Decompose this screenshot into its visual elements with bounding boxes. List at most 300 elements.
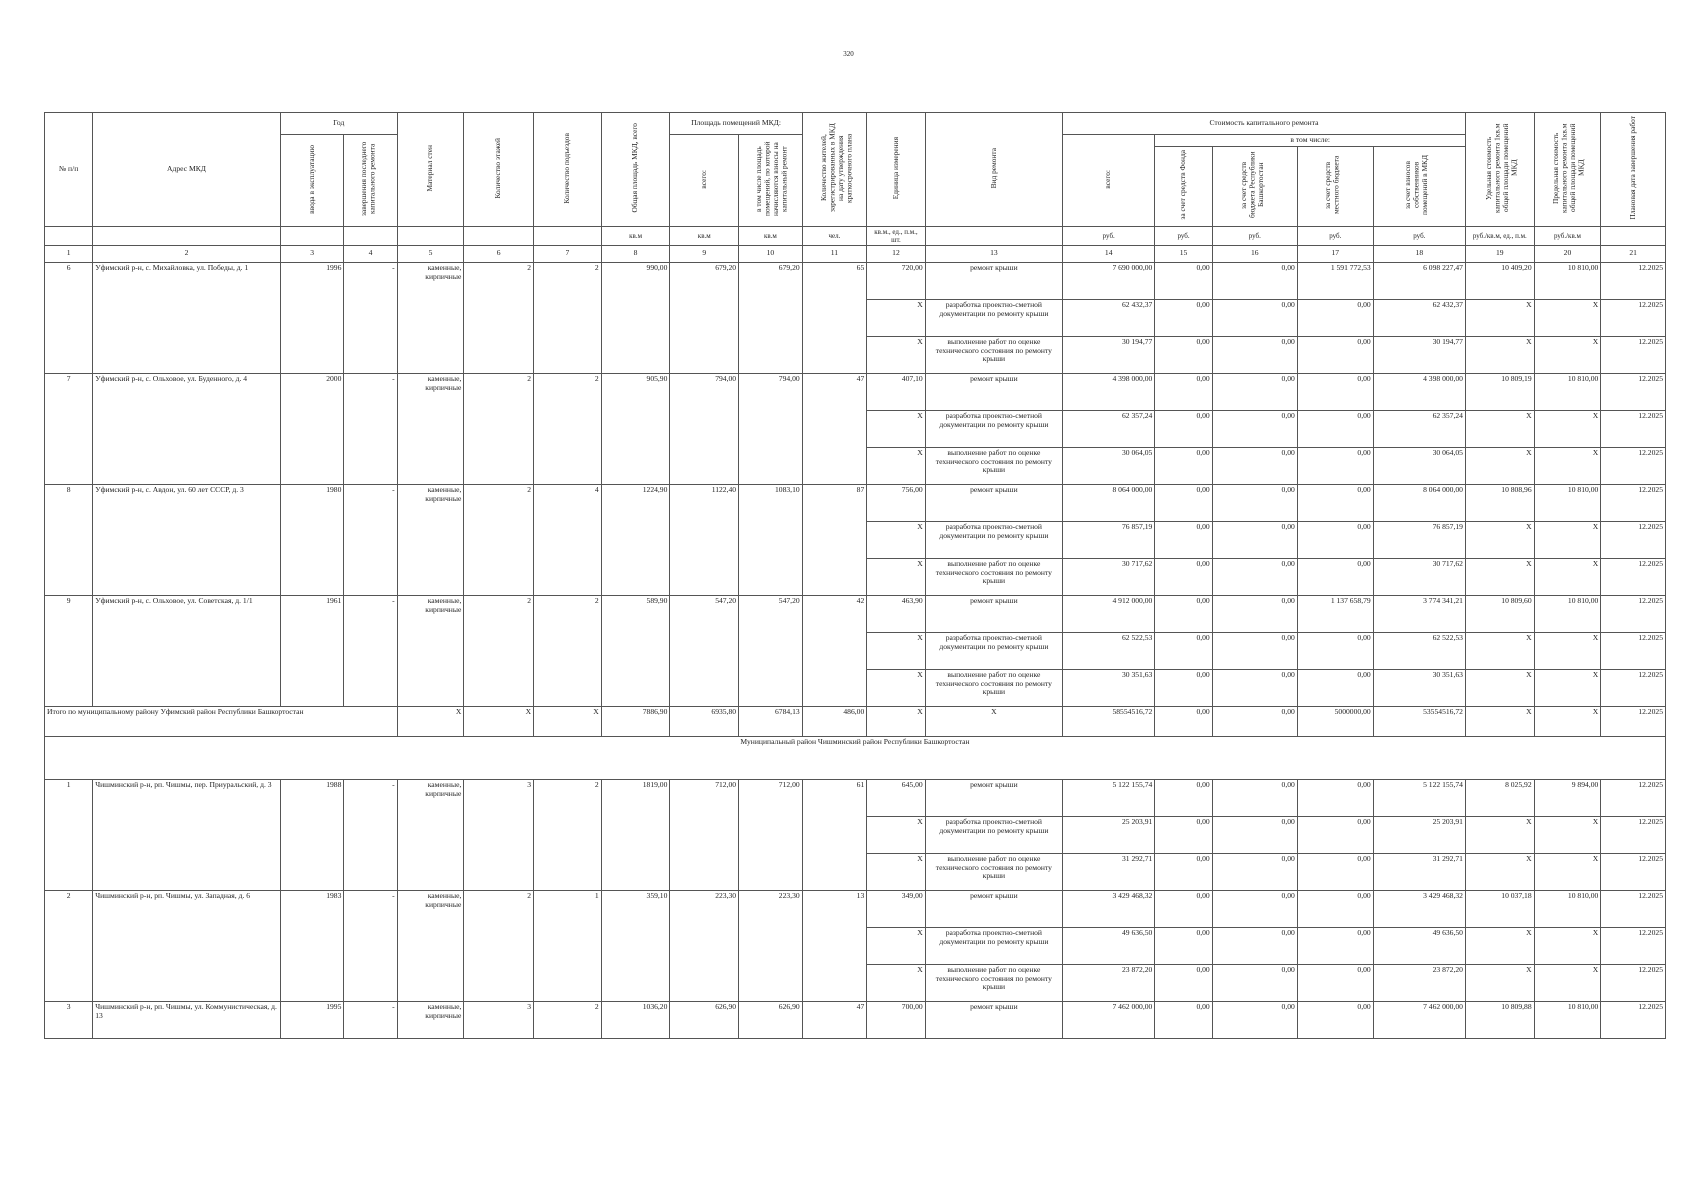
plan-date: 12.2025 [1601, 1001, 1666, 1038]
cost-budget: 0,00 [1212, 521, 1297, 558]
unit-max-cost: руб./кв.м [1534, 226, 1601, 245]
cost-total: 7 462 000,00 [1063, 1001, 1155, 1038]
total-owners: 53554516,72 [1373, 706, 1465, 736]
cost-local: 1 137 658,79 [1297, 595, 1373, 632]
cost-fund: 0,00 [1155, 521, 1212, 558]
floors-count: 2 [464, 595, 534, 706]
cost-total: 5 122 155,74 [1063, 779, 1155, 816]
total-premises-incl: 6784,13 [739, 706, 803, 736]
cost-budget: 0,00 [1212, 373, 1297, 410]
work-type: выполнение работ по оценке технического состояния по ремонту крыши [925, 447, 1062, 484]
hdr-measure-unit: Единица измерения [867, 113, 925, 227]
cost-total: 3 429 468,32 [1063, 890, 1155, 927]
hdr-entrances: Количество подъездов [534, 113, 602, 227]
cost-fund: 0,00 [1155, 336, 1212, 373]
work-type: разработка проектно-сметной документации по ремонту крыши [925, 816, 1062, 853]
max-cost: X [1534, 669, 1601, 706]
cost-total: 49 636,50 [1063, 927, 1155, 964]
measure-value: X [867, 558, 925, 595]
cost-fund: 0,00 [1155, 410, 1212, 447]
year-commission: 1988 [280, 779, 344, 890]
max-cost: 10 810,00 [1534, 1001, 1601, 1038]
total-local: 5000000,00 [1297, 706, 1373, 736]
total-material: X [397, 706, 464, 736]
table-row [45, 484, 1666, 521]
cost-local: 0,00 [1297, 447, 1373, 484]
hdr-year-last: завершения последнего капитального ремонта [344, 135, 397, 227]
building-address: Уфимский р-н, с. Ольховое, ул. Советская, д. 1/1 [93, 595, 281, 706]
residents-count: 47 [802, 1001, 867, 1038]
unit-cost: X [1465, 447, 1534, 484]
building-address: Чишминский р-н, рп. Чишмы, ул. Западная, д. 6 [93, 890, 281, 1001]
cost-local: 1 591 772,53 [1297, 262, 1373, 299]
hdr-premises-total: всего: [670, 135, 739, 227]
total-row [45, 706, 1666, 736]
work-type: разработка проектно-сметной документации по ремонту крыши [925, 927, 1062, 964]
cost-budget: 0,00 [1212, 964, 1297, 1001]
column-number: 8 [601, 245, 670, 262]
total-max: X [1534, 706, 1601, 736]
premises-area-incl: 712,00 [739, 779, 803, 890]
cost-owners: 6 098 227,47 [1373, 262, 1465, 299]
wall-material: каменные, кирпичные [397, 262, 464, 373]
work-type: разработка проектно-сметной документации по ремонту крыши [925, 632, 1062, 669]
building-address: Уфимский р-н, с. Михайловка, ул. Победы, д. 1 [93, 262, 281, 373]
hdr-cost-total: всего: [1063, 135, 1155, 227]
cost-budget: 0,00 [1212, 669, 1297, 706]
floors-count: 2 [464, 890, 534, 1001]
unit-cost: 10 809,88 [1465, 1001, 1534, 1038]
cost-budget: 0,00 [1212, 595, 1297, 632]
cost-local: 0,00 [1297, 484, 1373, 521]
cost-owners: 30 194,77 [1373, 336, 1465, 373]
unit-cost-budget: руб. [1212, 226, 1297, 245]
total-area: 7886,90 [601, 706, 670, 736]
max-cost: 10 810,00 [1534, 484, 1601, 521]
cost-owners: 5 122 155,74 [1373, 779, 1465, 816]
cost-owners: 49 636,50 [1373, 927, 1465, 964]
unit-cost-fund: руб. [1155, 226, 1212, 245]
unit-cost-local: руб. [1297, 226, 1373, 245]
cost-owners: 76 857,19 [1373, 521, 1465, 558]
cost-budget: 0,00 [1212, 779, 1297, 816]
floors-count: 2 [464, 484, 534, 595]
total-area: 359,10 [601, 890, 670, 1001]
max-cost: X [1534, 964, 1601, 1001]
work-type: выполнение работ по оценке технического состояния по ремонту крыши [925, 669, 1062, 706]
unit-cost: X [1465, 299, 1534, 336]
cost-fund: 0,00 [1155, 890, 1212, 927]
cost-local: 0,00 [1297, 816, 1373, 853]
hdr-year: Год [280, 113, 397, 135]
row-number: 6 [45, 262, 93, 373]
column-number: 16 [1212, 245, 1297, 262]
total-fund: 0,00 [1155, 706, 1212, 736]
entrances-count: 4 [534, 484, 602, 595]
table-body [45, 262, 1666, 1038]
table-row [45, 373, 1666, 410]
max-cost: X [1534, 558, 1601, 595]
year-commission: 2000 [280, 373, 344, 484]
measure-value: 756,00 [867, 484, 925, 521]
measure-value: 720,00 [867, 262, 925, 299]
entrances-count: 2 [534, 1001, 602, 1038]
cost-total: 4 912 000,00 [1063, 595, 1155, 632]
entrances-count: 2 [534, 373, 602, 484]
measure-value: X [867, 816, 925, 853]
hdr-max-cost: Предельная стоимость капитального ремонта 1кв.м общей площади помещений МКД [1534, 113, 1601, 227]
measure-value: X [867, 853, 925, 890]
year-last-repair: - [344, 1001, 397, 1038]
wall-material: каменные, кирпичные [397, 1001, 464, 1038]
cost-total: 62 357,24 [1063, 410, 1155, 447]
unit-cost: X [1465, 336, 1534, 373]
work-type: выполнение работ по оценке технического состояния по ремонту крыши [925, 853, 1062, 890]
column-number: 14 [1063, 245, 1155, 262]
plan-date: 12.2025 [1601, 410, 1666, 447]
row-number: 7 [45, 373, 93, 484]
cost-budget: 0,00 [1212, 853, 1297, 890]
column-number: 7 [534, 245, 602, 262]
building-address: Уфимский р-н, с. Авдон, ул. 60 лет СССР, д. 3 [93, 484, 281, 595]
cost-total: 62 522,53 [1063, 632, 1155, 669]
plan-date: 12.2025 [1601, 816, 1666, 853]
cost-fund: 0,00 [1155, 1001, 1212, 1038]
column-number: 9 [670, 245, 739, 262]
premises-area-incl: 223,30 [739, 890, 803, 1001]
cost-local: 0,00 [1297, 1001, 1373, 1038]
cost-local: 0,00 [1297, 927, 1373, 964]
column-number: 17 [1297, 245, 1373, 262]
plan-date: 12.2025 [1601, 595, 1666, 632]
cost-fund: 0,00 [1155, 299, 1212, 336]
plan-date: 12.2025 [1601, 927, 1666, 964]
premises-area-incl: 547,20 [739, 595, 803, 706]
hdr-cost: Стоимость капитального ремонта [1063, 113, 1466, 135]
cost-owners: 4 398 000,00 [1373, 373, 1465, 410]
cost-budget: 0,00 [1212, 632, 1297, 669]
plan-date: 12.2025 [1601, 853, 1666, 890]
measure-value: X [867, 632, 925, 669]
total-entrances: X [534, 706, 602, 736]
cost-total: 30 194,77 [1063, 336, 1155, 373]
measure-value: X [867, 299, 925, 336]
cost-fund: 0,00 [1155, 816, 1212, 853]
plan-date: 12.2025 [1601, 669, 1666, 706]
max-cost: X [1534, 299, 1601, 336]
wall-material: каменные, кирпичные [397, 890, 464, 1001]
unit-cost: X [1465, 816, 1534, 853]
column-number: 10 [739, 245, 803, 262]
measure-value: X [867, 447, 925, 484]
cost-budget: 0,00 [1212, 558, 1297, 595]
max-cost: X [1534, 410, 1601, 447]
row-number: 1 [45, 779, 93, 890]
total-budget: 0,00 [1212, 706, 1297, 736]
cost-budget: 0,00 [1212, 927, 1297, 964]
total-work-type: X [925, 706, 1062, 736]
hdr-plan-date: Плановая дата завершения работ [1601, 113, 1666, 227]
residents-count: 65 [802, 262, 867, 373]
unit-measure: кв.м., ед., п.м., шт. [867, 226, 925, 245]
column-number: 19 [1465, 245, 1534, 262]
premises-area-incl: 794,00 [739, 373, 803, 484]
premises-area: 223,30 [670, 890, 739, 1001]
cost-fund: 0,00 [1155, 853, 1212, 890]
unit-cost: 10 409,20 [1465, 262, 1534, 299]
hdr-work-type: Вид ремонта [925, 113, 1062, 227]
measure-value: X [867, 669, 925, 706]
plan-date: 12.2025 [1601, 447, 1666, 484]
premises-area: 1122,40 [670, 484, 739, 595]
year-last-repair: - [344, 779, 397, 890]
measure-value: 349,00 [867, 890, 925, 927]
premises-area-incl: 679,20 [739, 262, 803, 373]
max-cost: X [1534, 853, 1601, 890]
plan-date: 12.2025 [1601, 262, 1666, 299]
column-number: 2 [93, 245, 281, 262]
entrances-count: 2 [534, 779, 602, 890]
column-number: 1 [45, 245, 93, 262]
cost-owners: 30 717,62 [1373, 558, 1465, 595]
unit-cost: 8 025,92 [1465, 779, 1534, 816]
work-type: выполнение работ по оценке технического состояния по ремонту крыши [925, 558, 1062, 595]
unit-cost: X [1465, 410, 1534, 447]
measure-value: 645,00 [867, 779, 925, 816]
table-row [45, 1001, 1666, 1038]
hdr-material: Материал стен [397, 113, 464, 227]
unit-cost: X [1465, 521, 1534, 558]
year-last-repair: - [344, 595, 397, 706]
cost-local: 0,00 [1297, 521, 1373, 558]
residents-count: 61 [802, 779, 867, 890]
cost-owners: 62 522,53 [1373, 632, 1465, 669]
floors-count: 3 [464, 779, 534, 890]
cost-budget: 0,00 [1212, 484, 1297, 521]
year-last-repair: - [344, 890, 397, 1001]
max-cost: 10 810,00 [1534, 595, 1601, 632]
cost-total: 30 717,62 [1063, 558, 1155, 595]
cost-total: 76 857,19 [1063, 521, 1155, 558]
column-number: 4 [344, 245, 397, 262]
cost-fund: 0,00 [1155, 558, 1212, 595]
max-cost: X [1534, 927, 1601, 964]
total-area: 1819,00 [601, 779, 670, 890]
unit-total-area: кв.м [601, 226, 670, 245]
premises-area: 712,00 [670, 779, 739, 890]
column-number: 11 [802, 245, 867, 262]
cost-owners: 30 351,63 [1373, 669, 1465, 706]
measure-value: X [867, 521, 925, 558]
cost-local: 0,00 [1297, 299, 1373, 336]
premises-area: 626,90 [670, 1001, 739, 1038]
section-title: Муниципальный район Чишминский район Республики Башкортостан [45, 736, 1666, 779]
premises-area: 794,00 [670, 373, 739, 484]
total-label: Итого по муниципальному району Уфимский район Республики Башкортостан [45, 706, 398, 736]
max-cost: 10 810,00 [1534, 373, 1601, 410]
column-number: 15 [1155, 245, 1212, 262]
max-cost: 9 894,00 [1534, 779, 1601, 816]
residents-count: 13 [802, 890, 867, 1001]
cost-owners: 31 292,71 [1373, 853, 1465, 890]
work-type: ремонт крыши [925, 595, 1062, 632]
column-number: 3 [280, 245, 344, 262]
cost-budget: 0,00 [1212, 299, 1297, 336]
cost-fund: 0,00 [1155, 447, 1212, 484]
row-number: 9 [45, 595, 93, 706]
total-premises: 6935,80 [670, 706, 739, 736]
cost-owners: 62 432,37 [1373, 299, 1465, 336]
table-row [45, 779, 1666, 816]
max-cost: X [1534, 632, 1601, 669]
max-cost: 10 810,00 [1534, 262, 1601, 299]
work-type: ремонт крыши [925, 484, 1062, 521]
section-heading-row [45, 736, 1666, 779]
cost-fund: 0,00 [1155, 964, 1212, 1001]
measure-value: X [867, 964, 925, 1001]
capital-repair-table [44, 112, 1666, 1039]
cost-local: 0,00 [1297, 373, 1373, 410]
cost-owners: 25 203,91 [1373, 816, 1465, 853]
measure-value: 700,00 [867, 1001, 925, 1038]
total-area: 905,90 [601, 373, 670, 484]
work-type: разработка проектно-сметной документации по ремонту крыши [925, 521, 1062, 558]
max-cost: X [1534, 816, 1601, 853]
work-type: ремонт крыши [925, 373, 1062, 410]
premises-area-incl: 626,90 [739, 1001, 803, 1038]
wall-material: каменные, кирпичные [397, 373, 464, 484]
hdr-unit-cost: Удельная стоимость капитального ремонта 1кв.м общей площади помещений МКД [1465, 113, 1534, 227]
work-type: ремонт крыши [925, 1001, 1062, 1038]
year-commission: 1995 [280, 1001, 344, 1038]
column-numbers-row [45, 245, 1666, 262]
cost-budget: 0,00 [1212, 410, 1297, 447]
cost-total: 62 432,37 [1063, 299, 1155, 336]
unit-cost: X [1465, 853, 1534, 890]
total-residents: 486,00 [802, 706, 867, 736]
cost-fund: 0,00 [1155, 262, 1212, 299]
hdr-cost-local: за счет средств местного бюджета [1297, 146, 1373, 226]
hdr-cost-budget: за счет средств бюджета Республики Башкортостан [1212, 146, 1297, 226]
cost-budget: 0,00 [1212, 816, 1297, 853]
row-number: 2 [45, 890, 93, 1001]
cost-budget: 0,00 [1212, 336, 1297, 373]
unit-premises: кв.м [670, 226, 739, 245]
total-area: 1224,90 [601, 484, 670, 595]
plan-date: 12.2025 [1601, 632, 1666, 669]
unit-cost: 10 809,60 [1465, 595, 1534, 632]
cost-fund: 0,00 [1155, 779, 1212, 816]
wall-material: каменные, кирпичные [397, 595, 464, 706]
unit-cost: X [1465, 927, 1534, 964]
cost-fund: 0,00 [1155, 669, 1212, 706]
unit-cost: X [1465, 669, 1534, 706]
table-row [45, 890, 1666, 927]
residents-count: 42 [802, 595, 867, 706]
year-commission: 1996 [280, 262, 344, 373]
unit-residents: чел. [802, 226, 867, 245]
row-number: 8 [45, 484, 93, 595]
year-last-repair: - [344, 262, 397, 373]
plan-date: 12.2025 [1601, 521, 1666, 558]
premises-area-incl: 1083,10 [739, 484, 803, 595]
wall-material: каменные, кирпичные [397, 484, 464, 595]
cost-budget: 0,00 [1212, 890, 1297, 927]
work-type: выполнение работ по оценке технического состояния по ремонту крыши [925, 964, 1062, 1001]
row-number: 3 [45, 1001, 93, 1038]
cost-total: 4 398 000,00 [1063, 373, 1155, 410]
cost-total: 7 690 000,00 [1063, 262, 1155, 299]
work-type: ремонт крыши [925, 262, 1062, 299]
cost-fund: 0,00 [1155, 632, 1212, 669]
plan-date: 12.2025 [1601, 890, 1666, 927]
plan-date: 12.2025 [1601, 779, 1666, 816]
floors-count: 3 [464, 1001, 534, 1038]
total-cost: 58554516,72 [1063, 706, 1155, 736]
work-type: ремонт крыши [925, 890, 1062, 927]
total-date: 12.2025 [1601, 706, 1666, 736]
cost-owners: 3 774 341,21 [1373, 595, 1465, 632]
total-area: 990,00 [601, 262, 670, 373]
entrances-count: 1 [534, 890, 602, 1001]
building-address: Чишминский р-н, рп. Чишмы, ул. Коммунистическая, д. 13 [93, 1001, 281, 1038]
plan-date: 12.2025 [1601, 558, 1666, 595]
cost-owners: 62 357,24 [1373, 410, 1465, 447]
work-type: выполнение работ по оценке технического состояния по ремонту крыши [925, 336, 1062, 373]
cost-total: 23 872,20 [1063, 964, 1155, 1001]
total-area: 589,90 [601, 595, 670, 706]
hdr-year-commission: ввода в эксплуатацию [280, 135, 344, 227]
measure-value: X [867, 410, 925, 447]
cost-local: 0,00 [1297, 558, 1373, 595]
cost-local: 0,00 [1297, 669, 1373, 706]
hdr-cost-incl: в том числе: [1155, 135, 1466, 147]
unit-cost: 10 809,19 [1465, 373, 1534, 410]
cost-fund: 0,00 [1155, 595, 1212, 632]
cost-total: 30 351,63 [1063, 669, 1155, 706]
residents-count: 87 [802, 484, 867, 595]
max-cost: 10 810,00 [1534, 890, 1601, 927]
cost-owners: 7 462 000,00 [1373, 1001, 1465, 1038]
column-number: 18 [1373, 245, 1465, 262]
measure-value: X [867, 336, 925, 373]
hdr-premises-incl: в том числе площадь помещений, по которой начисляются взносы на капитальный ремонт [739, 135, 803, 227]
year-commission: 1983 [280, 890, 344, 1001]
column-number: 21 [1601, 245, 1666, 262]
cost-local: 0,00 [1297, 890, 1373, 927]
hdr-premises-area: Площадь помещений МКД: [670, 113, 802, 135]
measure-value: X [867, 927, 925, 964]
cost-owners: 3 429 468,32 [1373, 890, 1465, 927]
hdr-no: № п/п [45, 113, 93, 227]
hdr-cost-fund: за счет средств Фонда [1155, 146, 1212, 226]
total-floors: X [464, 706, 534, 736]
work-type: ремонт крыши [925, 779, 1062, 816]
cost-budget: 0,00 [1212, 262, 1297, 299]
plan-date: 12.2025 [1601, 373, 1666, 410]
plan-date: 12.2025 [1601, 336, 1666, 373]
cost-local: 0,00 [1297, 336, 1373, 373]
building-address: Уфимский р-н, с. Ольховое, ул. Буденного, д. 4 [93, 373, 281, 484]
hdr-cost-owners: за счет взносов собственников помещений в МКД [1373, 146, 1465, 226]
floors-count: 2 [464, 373, 534, 484]
cost-total: 30 064,05 [1063, 447, 1155, 484]
column-number: 5 [397, 245, 464, 262]
work-type: разработка проектно-сметной документации по ремонту крыши [925, 410, 1062, 447]
hdr-address: Адрес МКД [93, 113, 281, 227]
unit-cost: 10 808,96 [1465, 484, 1534, 521]
cost-local: 0,00 [1297, 632, 1373, 669]
